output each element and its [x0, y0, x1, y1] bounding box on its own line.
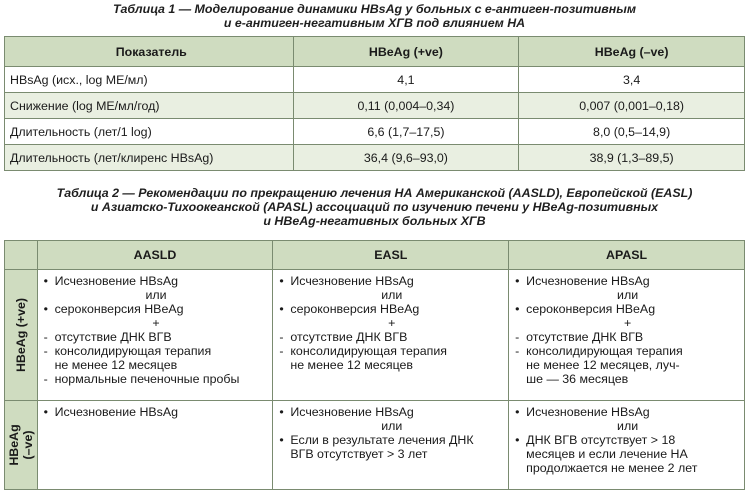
dash-text: нормальные печеночные пробы [54, 372, 240, 386]
bullet-item: • ДНК ВГВ отсутствует > 18 [515, 433, 740, 447]
row-label-hbeag-pos: HBeAg (+ve) [13, 297, 28, 373]
or-text: или [617, 419, 639, 433]
bullet-item: • Исчезновение HBsAg [515, 274, 740, 288]
table2-row-hbeag-neg [5, 401, 745, 490]
bullet-text: Исчезновение HBsAg [526, 405, 650, 419]
bullet-text-cont: продолжается не менее 2 лет [526, 461, 698, 475]
dash-item: - отсутствие ДНК ВГВ [279, 330, 504, 344]
table1-cell-pos: 6,6 (1,7–17,5) [293, 119, 519, 145]
bullet-item: • Если в результате лечения ДНК [279, 433, 504, 447]
table1-cell-neg: 38,9 (1,3–89,5) [519, 145, 745, 171]
table1 [4, 36, 745, 171]
table1-row [5, 119, 745, 145]
bullet-item: • Исчезновение HBsAg [44, 274, 269, 288]
table2-header-apasl: APASL [509, 241, 745, 270]
row-label-line1: HBeAg [6, 424, 21, 466]
table2-caption-line1: Таблица 2 — Рекомендации по прекращению лечения НА Американской (AASLD), Европейской (EASL) [56, 186, 693, 200]
bullet-item: • сероконверсия HBeAg [44, 302, 269, 316]
bullet-item: • сероконверсия HBeAg [279, 302, 504, 316]
bullet-text-cont: ВГВ отсутствует > 3 лет [290, 447, 428, 461]
dash-item: - консолидирующая терапия [515, 344, 740, 358]
bullet-text: сероконверсия HBeAg [290, 302, 420, 316]
bullet-item: • Исчезновение HBsAg [44, 405, 269, 419]
table2-header-easl: EASL [273, 241, 509, 270]
dash-text-cont: не менее 12 месяцев [290, 358, 413, 372]
table1-row [5, 145, 745, 171]
dash-text: консолидирующая терапия [54, 344, 212, 358]
table2-header-aasld: AASLD [37, 241, 273, 270]
bullet-text: Исчезновение HBsAg [290, 405, 414, 419]
cell-easl-neg [273, 401, 509, 490]
table1-cell-pos: 36,4 (9,6–93,0) [293, 145, 519, 171]
dash-item: - консолидирующая терапия [44, 344, 269, 358]
bullet-text-cont: месяцев и если лечение НА [526, 447, 688, 461]
dash-text-cont: не менее 12 месяцев [54, 358, 178, 372]
table2-rowlabel-neg [5, 401, 38, 490]
bullet-text: сероконверсия HBeAg [54, 302, 184, 316]
or-text: или [617, 288, 639, 302]
table1-cell-pos: 0,11 (0,004–0,34) [293, 93, 519, 119]
dash-text: консолидирующая терапия [290, 344, 447, 358]
bullet-item: • сероконверсия HBeAg [515, 302, 740, 316]
table1-caption-line2: и е-антиген-негативным ХГВ под влиянием НА [223, 16, 526, 30]
dash-text: отсутствие ДНК ВГВ [54, 330, 172, 344]
row-label-line2: (–ve) [20, 430, 35, 460]
bullet-text: Исчезновение HBsAg [290, 274, 414, 288]
or-text: или [381, 419, 403, 433]
table2-header-row [5, 241, 745, 270]
bullet-text: Исчезновение HBsAg [526, 274, 650, 288]
or-text: или [381, 288, 403, 302]
table1-cell-label: Снижение (log МЕ/мл/год) [5, 93, 294, 119]
bullet-text: Исчезновение HBsAg [54, 274, 179, 288]
dash-item: - отсутствие ДНК ВГВ [515, 330, 740, 344]
bullet-text: Исчезновение HBsAg [54, 405, 179, 419]
table1-cell-neg: 0,007 (0,001–0,18) [519, 93, 745, 119]
table1-caption-line1: Таблица 1 — Моделирование динамики HBsAg у больных с е-антиген-позитивным [112, 2, 637, 16]
dash-text: отсутствие ДНК ВГВ [290, 330, 408, 344]
table1-cell-neg: 8,0 (0,5–14,9) [519, 119, 745, 145]
bullet-text: Если в результате лечения ДНК [290, 433, 474, 447]
table2 [4, 240, 745, 490]
table1-cell-label: Длительность (лет/1 log) [5, 119, 294, 145]
table2-corner-cell [5, 241, 38, 270]
table1-row [5, 67, 745, 93]
dash-text: отсутствие ДНК ВГВ [526, 330, 644, 344]
table2-caption-line2: и Азиатско-Тихоокеанской (APASL) ассоциаций по изучению печени у HBeAg-позитивных [90, 200, 659, 214]
plus-text: + [152, 316, 160, 330]
cell-easl-pos [273, 270, 509, 401]
bullet-item: • Исчезновение HBsAg [279, 274, 504, 288]
table1-cell-neg: 3,4 [519, 67, 745, 93]
dash-text: консолидирующая терапия [526, 344, 683, 358]
dash-item: - нормальные печеночные пробы [44, 372, 269, 386]
table2-caption-line3: и HBeAg-негативных больных ХГВ [263, 214, 486, 228]
bullet-item: • Исчезновение HBsAg [515, 405, 740, 419]
dash-text-cont: ше — 36 месяцев [526, 372, 629, 386]
table1-header-indicator: Показатель [5, 37, 294, 67]
table1-cell-label: Длительность (лет/клиренс HBsAg) [5, 145, 294, 171]
table1-header-hbeag-pos: HBeAg (+ve) [293, 37, 519, 67]
table1-cell-pos: 4,1 [293, 67, 519, 93]
table1-row [5, 93, 745, 119]
cell-aasld-pos [37, 270, 273, 401]
cell-apasl-pos [509, 270, 745, 401]
bullet-text: сероконверсия HBeAg [526, 302, 656, 316]
plus-text: + [623, 316, 632, 330]
table1-header-hbeag-neg: HBeAg (–ve) [519, 37, 745, 67]
cell-aasld-neg [37, 401, 273, 490]
table2-row-hbeag-pos [5, 270, 745, 401]
dash-text-cont: не менее 12 месяцев, луч- [526, 358, 680, 372]
table2-caption [0, 186, 749, 228]
row-label-hbeag-neg [7, 424, 35, 465]
table1-header-row [5, 37, 745, 67]
table2-rowlabel-pos [5, 270, 38, 401]
bullet-text: ДНК ВГВ отсутствует > 18 [526, 433, 676, 447]
dash-item: - консолидирующая терапия [279, 344, 504, 358]
dash-item: - отсутствие ДНК ВГВ [44, 330, 269, 344]
table1-cell-label: HBsAg (исх., log МЕ/мл) [5, 67, 294, 93]
table1-caption [0, 2, 749, 30]
bullet-item: • Исчезновение HBsAg [279, 405, 504, 419]
plus-text: + [388, 316, 396, 330]
or-text: или [145, 288, 167, 302]
cell-apasl-neg [509, 401, 745, 490]
